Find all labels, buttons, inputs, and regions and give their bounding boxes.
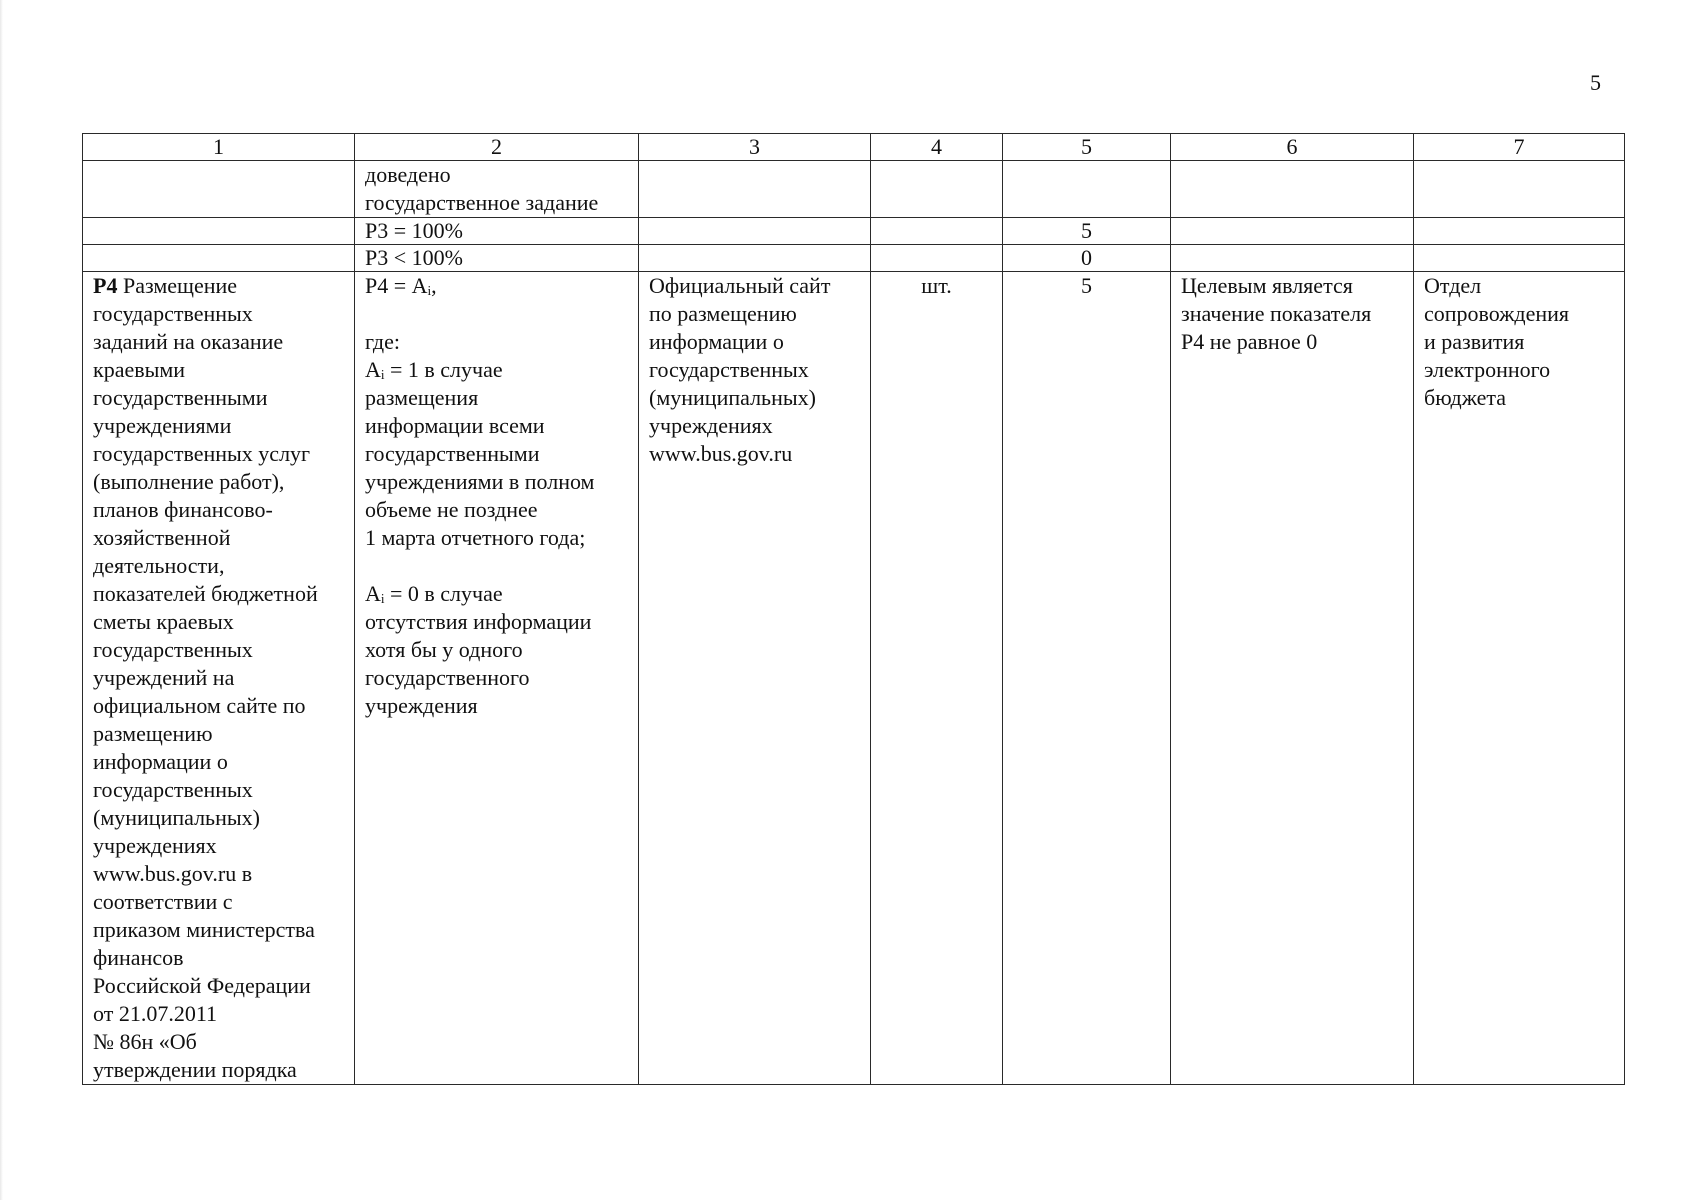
column-header-1: 1 [83,134,355,161]
formula-cell: Р4 = Aᵢ, где: Aᵢ = 1 в случае размещения информации всеми государственными учреждениями в полном объеме не позднее 1 марта отчетного года; Aᵢ = 0 в случае отсутствия информации хотя бы у одного государственного учреждения [355,272,639,1085]
column-header-5: 5 [1003,134,1171,161]
table-cell: 5 [1003,218,1171,245]
target-value-cell: Целевым является значение показателя Р4 не равное 0 [1171,272,1414,1085]
table-cell [871,245,1003,272]
column-header-7: 7 [1414,134,1625,161]
max-score-cell: 5 [1003,272,1171,1085]
table-cell [639,245,871,272]
table-cell [1171,161,1414,218]
table-cell [83,161,355,218]
indicator-description: Размещение государственных заданий на оказание краевыми государственными учреждениями государственных услуг (выполнение работ), планов финансово- хозяйственной деятельности, показателей бюджетной сметы краевых государственных учреждений на официальном сайте по размещению информации о государственных (муниципальных) учреждениях www.bus.gov.ru в соответствии с приказом министерства финансов Российской Федерации от 21.07.2011 № 86н «Об утверждении порядка [93,273,318,1082]
table-cell [871,218,1003,245]
page-number: 5 [1590,70,1601,95]
table-cell [83,245,355,272]
unit-cell: шт. [871,272,1003,1085]
indicator-table [82,133,1625,1085]
source-cell: Официальный сайт по размещению информации о государственных (муниципальных) учреждениях www.bus.gov.ru [639,272,871,1085]
table-row [83,245,1625,272]
table-cell [1414,218,1625,245]
column-header-2: 2 [355,134,639,161]
column-header-4: 4 [871,134,1003,161]
table-cell [1171,218,1414,245]
column-header-6: 6 [1171,134,1414,161]
indicator-description-cell [83,272,355,1085]
table-header-row [83,134,1625,161]
table-row [83,272,1625,1085]
table-cell [871,161,1003,218]
table-cell [1003,161,1171,218]
column-header-3: 3 [639,134,871,161]
table-row [83,218,1625,245]
table-cell [1171,245,1414,272]
table-row [83,161,1625,218]
scan-edge [0,0,3,1200]
table-cell [83,218,355,245]
table-cell [639,218,871,245]
indicator-code: Р4 [93,273,118,298]
table-cell [1414,161,1625,218]
table-cell [639,161,871,218]
table-cell: Р3 < 100% [355,245,639,272]
table-cell: доведено государственное задание [355,161,639,218]
table-cell [1414,245,1625,272]
table-cell: 0 [1003,245,1171,272]
responsible-department-cell: Отдел сопровождения и развития электронного бюджета [1414,272,1625,1085]
table-cell: Р3 = 100% [355,218,639,245]
